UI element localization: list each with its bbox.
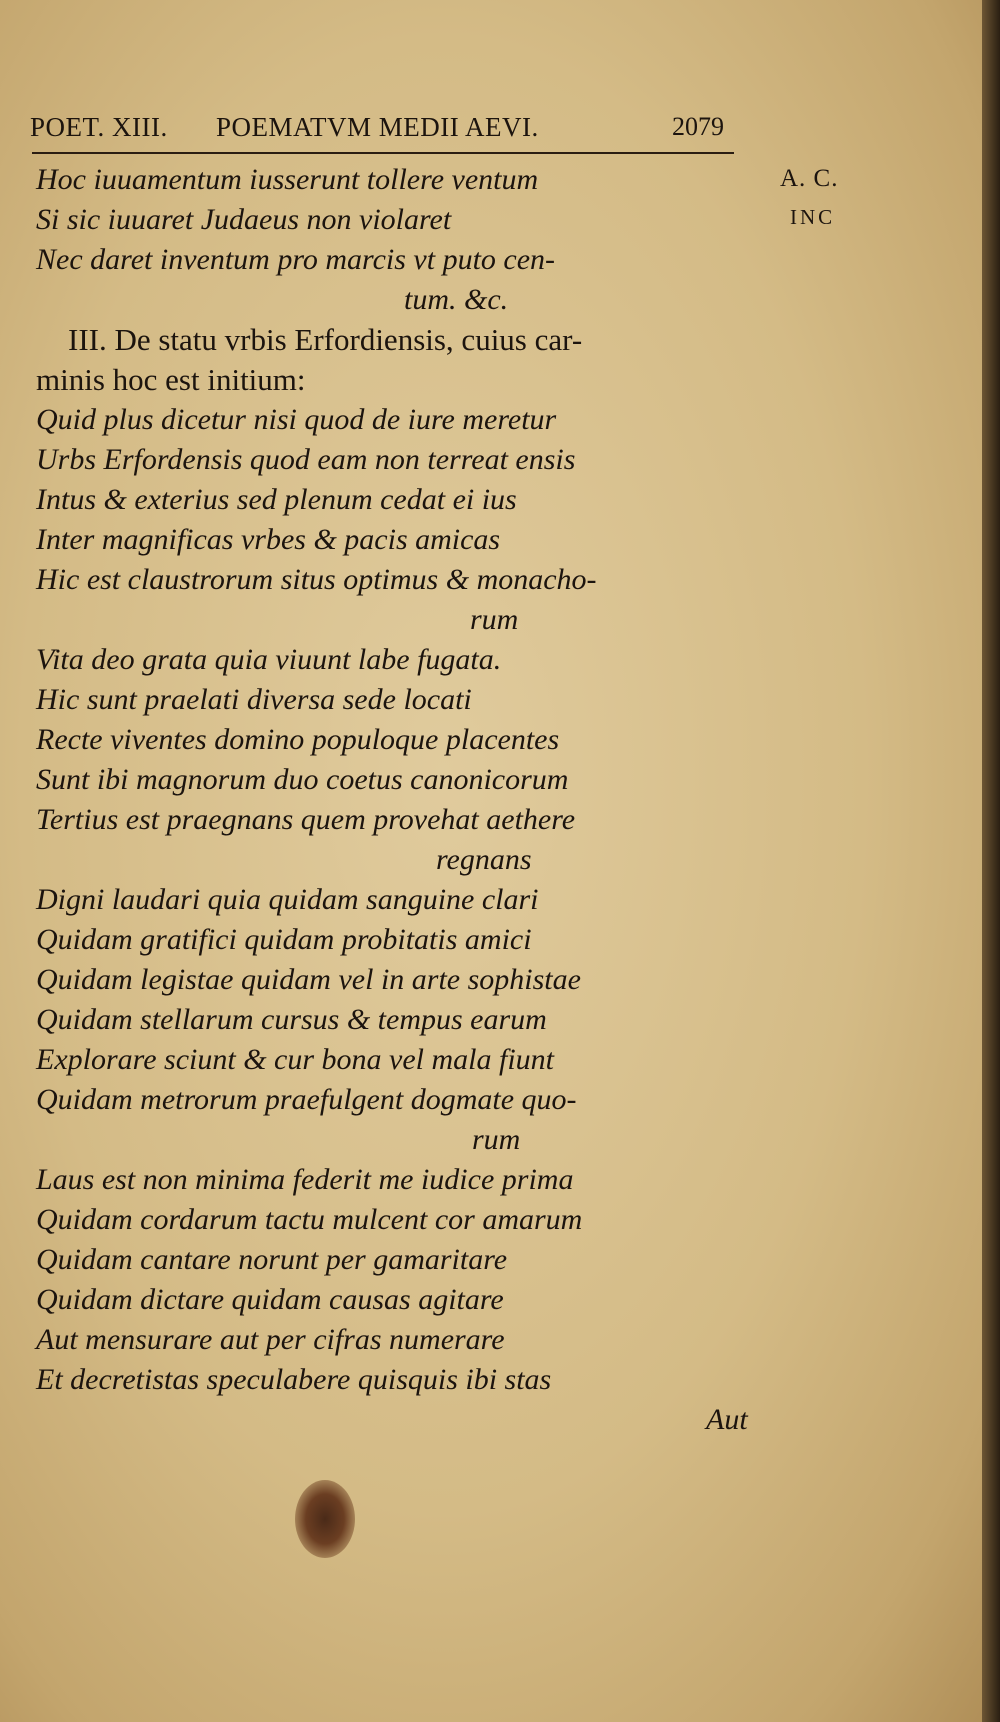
text-line: Explorare sciunt & cur bona vel mala fiunt — [36, 1043, 554, 1076]
text-line: Quidam dictare quidam causas agitare — [36, 1283, 504, 1316]
text-line: Et decretistas speculabere quisquis ibi stas — [36, 1363, 552, 1396]
text-line: Quidam legistae quidam vel in arte sophistae — [36, 963, 581, 996]
page-edge — [982, 0, 1000, 1722]
text-line: Intus & exterius sed plenum cedat ei ius — [36, 483, 517, 516]
text-line: tum. &c. — [404, 283, 509, 316]
text-line: Digni laudari quia quidam sanguine clari — [36, 883, 539, 916]
text-line: Quidam cantare norunt per gamaritare — [36, 1243, 508, 1276]
text-line: Quidam metrorum praefulgent dogmate quo- — [36, 1083, 577, 1116]
catchword: Aut — [706, 1403, 748, 1436]
text-line: Recte viventes domino populoque placentes — [36, 723, 560, 756]
text-line: Si sic iuuaret Judaeus non violaret — [36, 203, 452, 236]
text-line: rum — [470, 603, 519, 636]
text-line: Aut mensurare aut per cifras numerare — [36, 1323, 505, 1356]
text-line: Quidam cordarum tactu mulcent cor amarum — [36, 1203, 583, 1236]
text-line: Vita deo grata quia viuunt labe fugata. — [36, 643, 502, 676]
running-title: POEMATVM MEDII AEVI. — [216, 112, 539, 142]
margin-note-inc: INC — [790, 205, 836, 229]
text-line: Nec daret inventum pro marcis vt puto cen- — [36, 243, 556, 276]
text-line: Tertius est praegnans quem provehat aethere — [36, 803, 576, 836]
text-line: Hic sunt praelati diversa sede locati — [36, 683, 472, 716]
text-line: Hoc iuuamentum iusserunt tollere ventum — [36, 163, 539, 196]
text-line: minis hoc est initium: — [36, 362, 306, 397]
ink-blot — [295, 1480, 355, 1558]
page-number: 2079 — [672, 112, 724, 141]
text-line: Hic est claustrorum situs optimus & monacho- — [36, 563, 597, 596]
text-line: Quidam stellarum cursus & tempus earum — [36, 1003, 547, 1036]
margin-note-ac: A. C. — [780, 165, 839, 192]
text-line: Sunt ibi magnorum duo coetus canonicorum — [36, 763, 569, 796]
text-line: Quidam gratifici quidam probitatis amici — [36, 923, 532, 956]
text-line: III. De statu vrbis Erfordiensis, cuius car- — [68, 322, 583, 357]
text-line: regnans — [436, 843, 532, 876]
text-line: rum — [472, 1123, 521, 1156]
text-line: Urbs Erfordensis quod eam non terreat ensis — [36, 443, 576, 476]
text-line: Inter magnificas vrbes & pacis amicas — [36, 523, 501, 556]
text-line: Laus est non minima federit me iudice prima — [36, 1163, 574, 1196]
text-line: Quid plus dicetur nisi quod de iure meretur — [36, 403, 557, 436]
section-label: POET. XIII. — [30, 112, 168, 142]
